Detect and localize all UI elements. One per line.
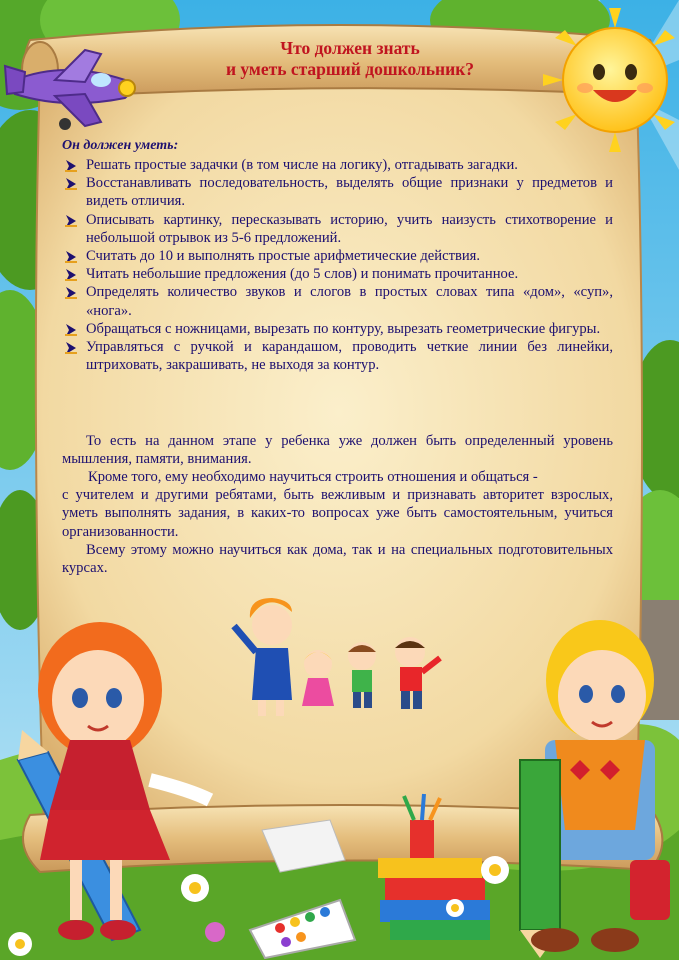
paragraph-2-line-1: Кроме того, ему необходимо научиться строить отношения и общаться - bbox=[88, 469, 538, 485]
title-line-2: и уметь старший дошкольник? bbox=[225, 59, 475, 79]
list-item bbox=[86, 174, 613, 210]
skills-list bbox=[86, 156, 613, 374]
paragraph-2 bbox=[62, 468, 613, 541]
list-item bbox=[86, 283, 613, 319]
list-item bbox=[86, 247, 613, 265]
arrow-bullet-icon bbox=[64, 323, 78, 337]
paragraph-2-rest: с учителем и другими ребятами, быть вежливым и признавать авторитет взрослых, уметь выполнять задания, в каких-то вопросах уже быть самостоятельным, учиться организованности. bbox=[62, 487, 613, 540]
arrow-bullet-icon bbox=[64, 159, 78, 173]
list-item-text: Восстанавливать последовательность, выделять общие признаки у предметов и видеть отличия. bbox=[86, 175, 613, 210]
paragraph-1: То есть на данном этапе у ребенка уже должен быть определенный уровень мышления, памяти, внимания. bbox=[62, 433, 613, 468]
arrow-bullet-icon bbox=[64, 214, 78, 228]
list-item-text: Обращаться с ножницами, вырезать по контуру, вырезать геометрические фигуры. bbox=[86, 320, 601, 337]
list-item-text: Читать небольшие предложения (до 5 слов) и понимать прочитанное. bbox=[86, 266, 519, 283]
arrow-bullet-icon bbox=[64, 286, 78, 300]
arrow-bullet-icon bbox=[64, 341, 78, 355]
arrow-bullet-icon bbox=[64, 250, 78, 264]
list-item bbox=[86, 156, 613, 174]
section-subheading: Он должен уметь: bbox=[62, 138, 179, 153]
title-line-1: Что должен знать bbox=[280, 38, 420, 58]
list-item bbox=[86, 265, 613, 283]
list-item-text: Управляться с ручкой и карандашом, проводить четкие линии без линейки, штриховать, закрашивать, не выходя за контур. bbox=[86, 339, 613, 374]
list-item-text: Считать до 10 и выполнять простые арифметические действия. bbox=[86, 248, 481, 265]
paragraph-3: Всему этому можно научиться как дома, так и на специальных подготовительных курсах. bbox=[62, 542, 613, 577]
arrow-bullet-icon bbox=[64, 177, 78, 191]
list-item-text: Определять количество звуков и слогов в простых словах типа «дом», «суп», «нога». bbox=[86, 284, 613, 319]
list-item bbox=[86, 338, 613, 374]
list-item-text: Описывать картинку, пересказывать историю, учить наизусть стихотворение и небольшой отрывок из 5-6 предложений. bbox=[86, 211, 613, 246]
page-title bbox=[160, 38, 540, 80]
list-item bbox=[86, 211, 613, 247]
list-item bbox=[86, 320, 613, 338]
list-item-text: Решать простые задачки (в том числе на логику), отгадывать загадки. bbox=[86, 157, 518, 173]
arrow-bullet-icon bbox=[64, 268, 78, 282]
